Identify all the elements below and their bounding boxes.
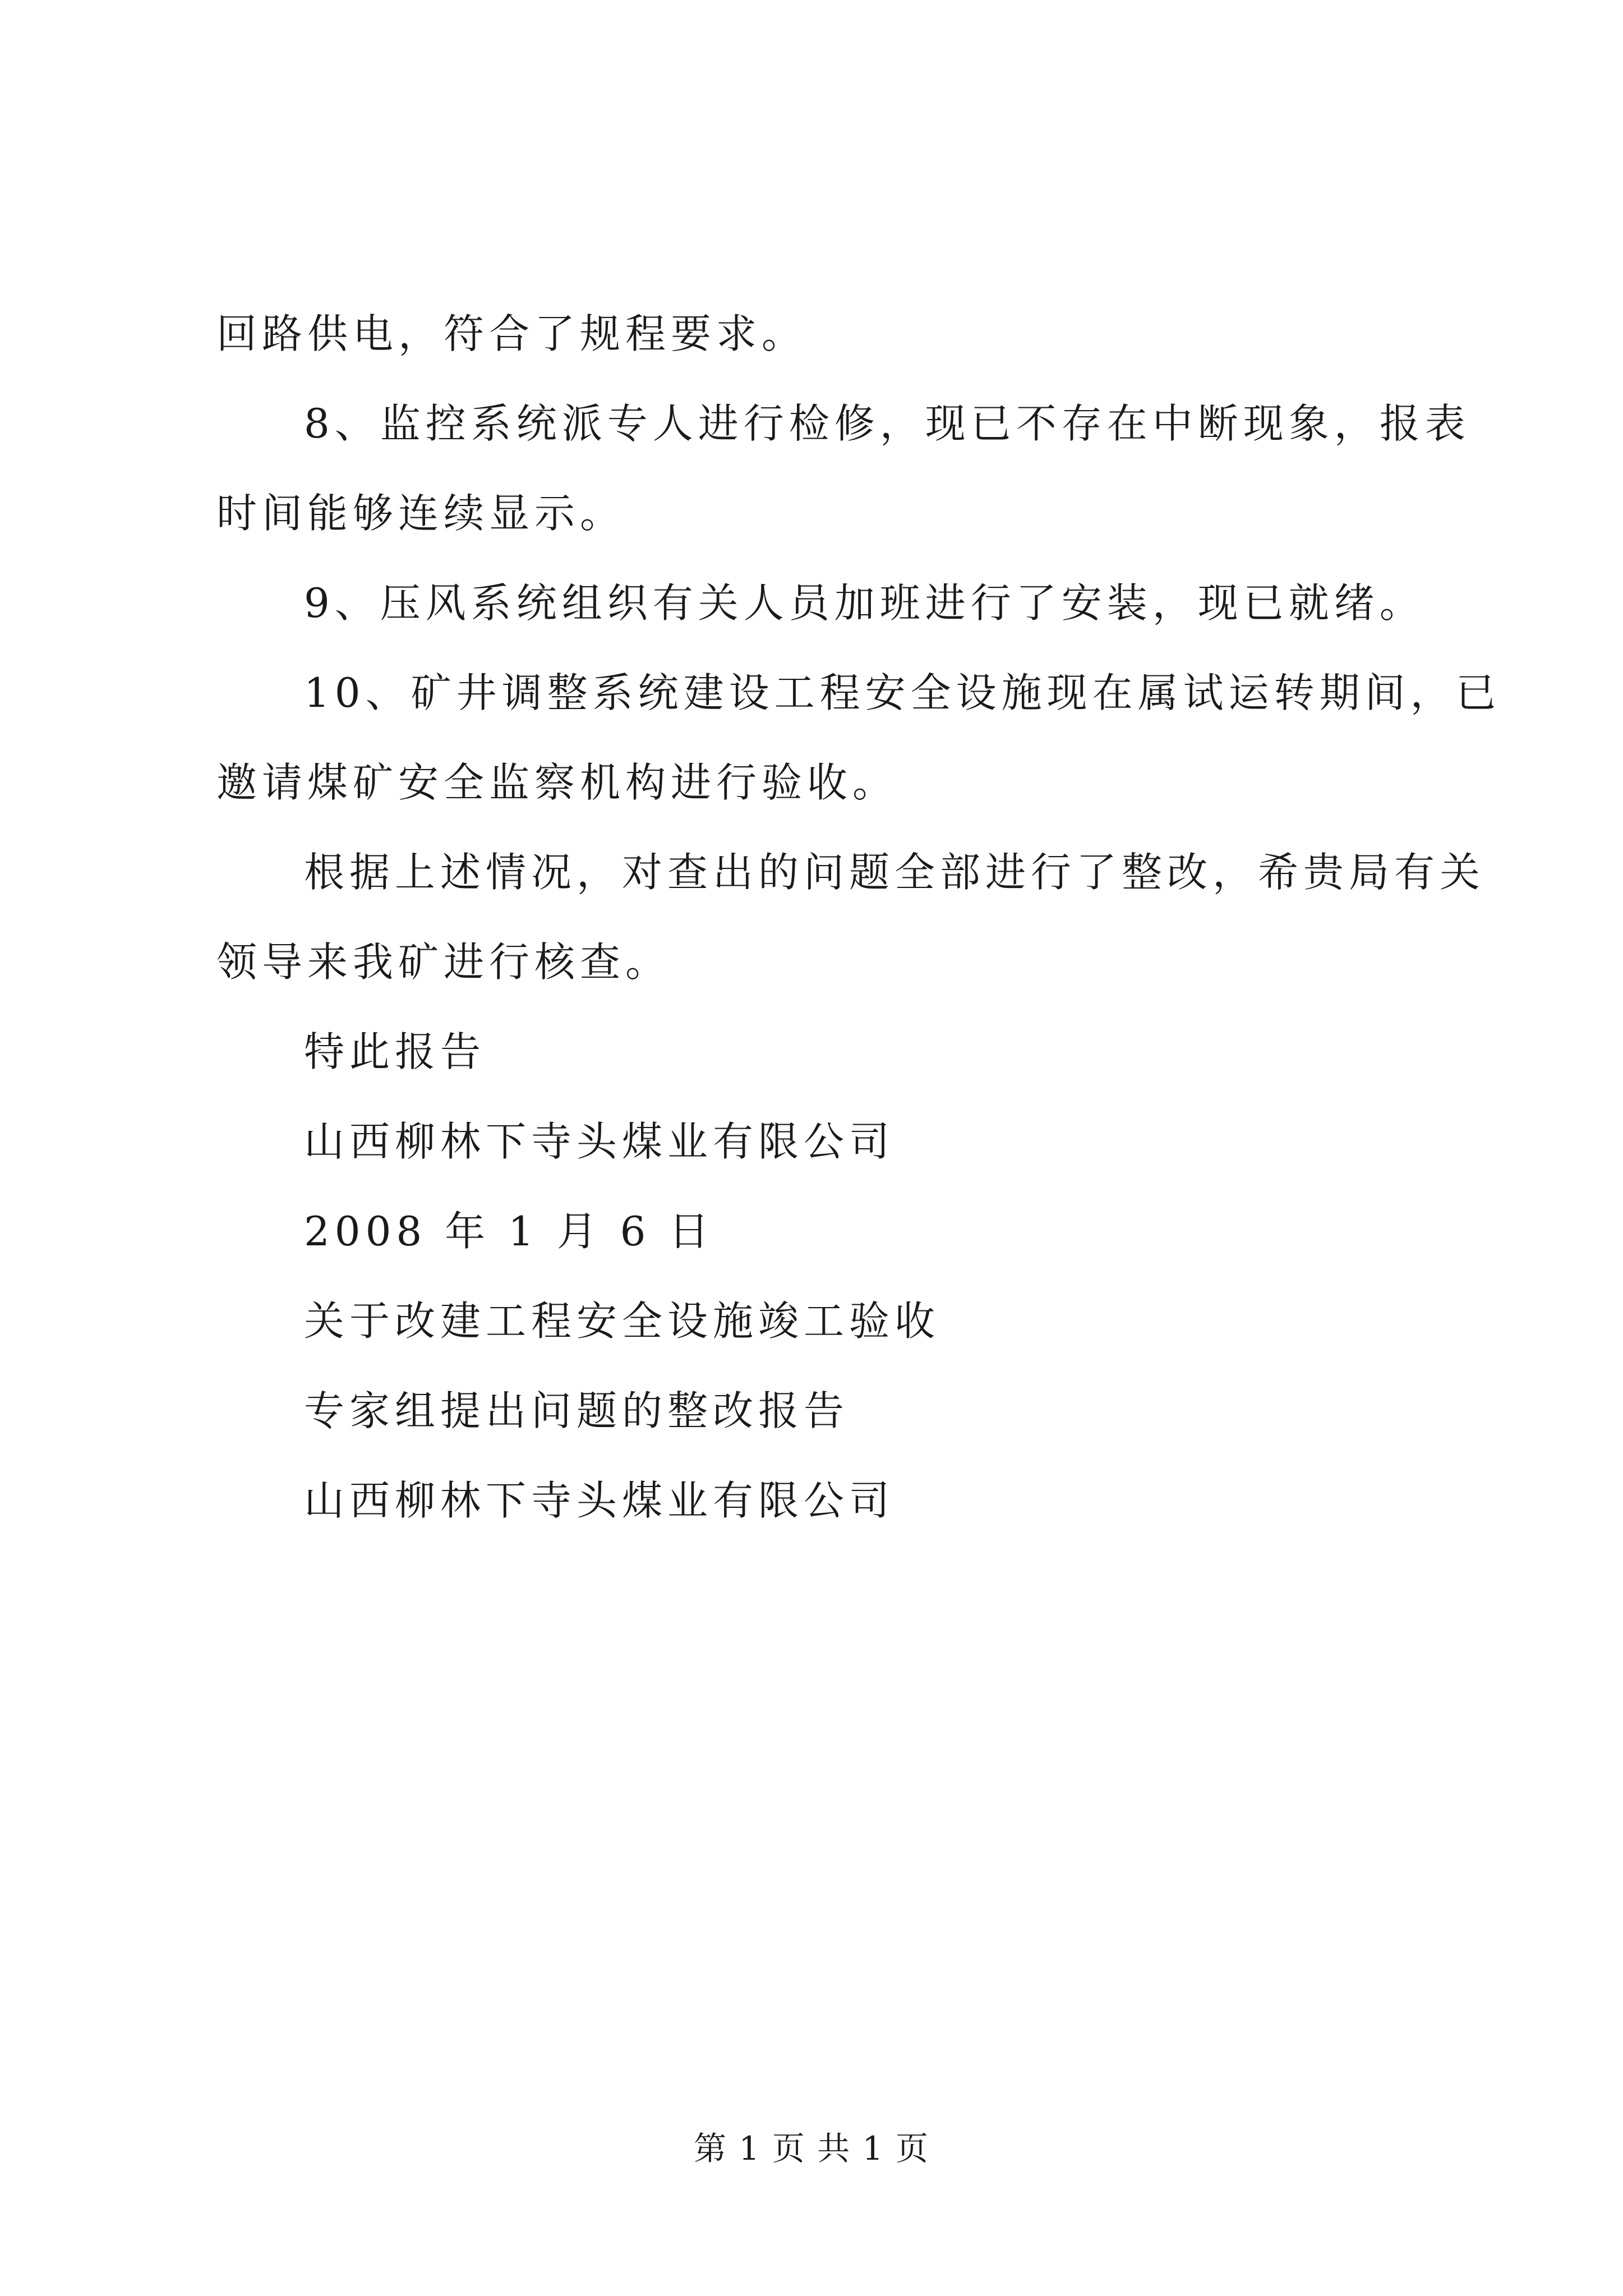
- paragraph-line: 邀请煤矿安全监察机构进行验收。: [216, 759, 898, 806]
- company-name: 山西柳林下寺头煤业有限公司: [304, 1118, 895, 1165]
- paragraph-line: 回路供电，符合了规程要求。: [216, 310, 808, 357]
- document-date: 2008 年 1 月 6 日: [304, 1208, 714, 1255]
- paragraph-line: 时间能够连续显示。: [216, 490, 626, 537]
- page-number-footer: 第 1 页 共 1 页: [694, 2129, 929, 2168]
- report-title-line: 专家组提出问题的整改报告: [304, 1387, 850, 1434]
- company-name: 山西柳林下寺头煤业有限公司: [304, 1477, 895, 1524]
- paragraph-line: 领导来我矿进行核查。: [216, 938, 671, 986]
- closing-line: 特此报告: [304, 1028, 486, 1075]
- paragraph-line: 10、矿井调整系统建设工程安全设施现在属试运转期间，已: [304, 669, 1501, 716]
- paragraph-line: 9、压风系统组织有关人员加班进行了安装，现已就绪。: [304, 579, 1425, 627]
- paragraph-line: 8、监控系统派专人进行检修，现已不存在中断现象，报表: [304, 400, 1470, 447]
- report-title-line: 关于改建工程安全设施竣工验收: [304, 1297, 940, 1345]
- document-body: [216, 289, 1501, 1545]
- paragraph-line: 根据上述情况，对查出的问题全部进行了整改，希贵局有关: [304, 849, 1486, 896]
